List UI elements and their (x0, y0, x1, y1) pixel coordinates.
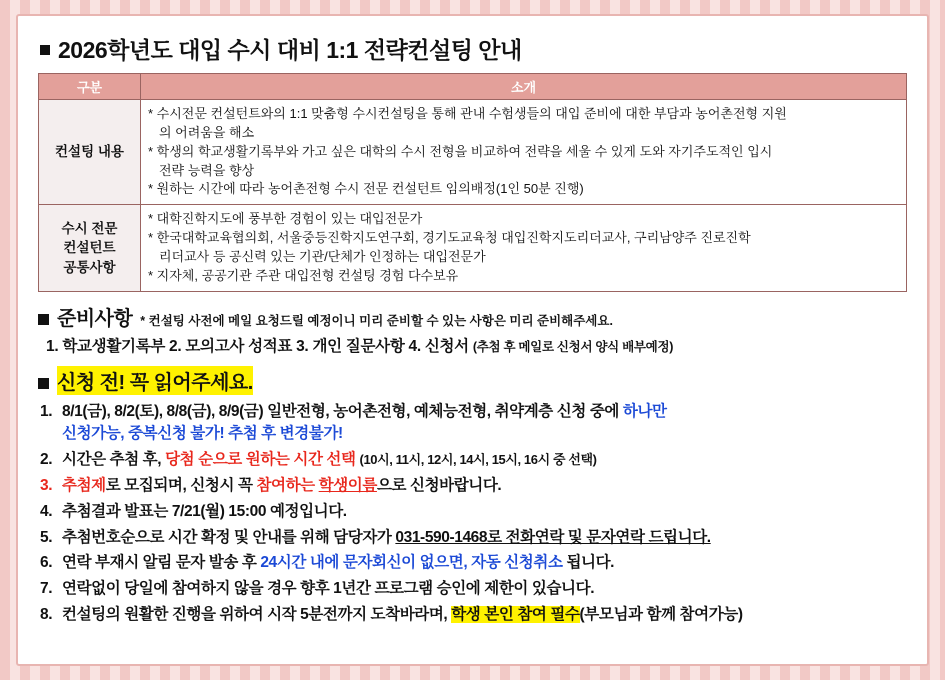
row-content-consulting-content (141, 100, 907, 205)
rule-number: 3. (40, 476, 53, 494)
list-item (38, 552, 907, 575)
rule-text-plain: 연락 부재시 알림 문자 발송 후 (62, 554, 261, 572)
rule-text-plain: 연락없이 당일에 참여하지 않을 경우 향후 1년간 프로그램 승인에 제한이 있습니다. (62, 580, 595, 598)
rule-text-small: (10시, 11시, 12시, 14시, 15시, 16시 중 선택) (359, 452, 597, 468)
row-label-consulting-content: 컨설팅 내용 (39, 100, 141, 205)
rule-number: 7. (40, 580, 53, 598)
rule-text-plain: 8/1(금), 8/2(토), 8/8(금), 8/9(금) 일반전형, 농어촌전형, 예체능전형, 취약계층 신청 중에 (62, 402, 623, 420)
rule-text-highlight-line2: 신청가능, 중복신청 불가! 추첨 후 변경불가! (62, 425, 343, 443)
preparation-section (38, 302, 907, 356)
preparation-items-sub: (추첨 후 메일로 신청서 양식 배부예정) (472, 339, 674, 354)
rule-number: 2. (40, 451, 53, 469)
content-line: 의 어려움을 해소 (159, 124, 255, 140)
rule-text-highlight-2: 참여하는 (256, 476, 319, 494)
square-bullet-icon (40, 45, 50, 55)
square-bullet-icon (38, 378, 49, 389)
notice-heading: 신청 전! 꼭 읽어주세요. (57, 366, 253, 395)
content-line: 리더교사 등 공신력 있는 기관/단체가 인정하는 대입전문가 (159, 248, 486, 264)
label-line: 컨설턴트 (63, 240, 116, 256)
rule-text-underline: 학생이름 (318, 476, 377, 494)
rule-number: 1. (40, 402, 53, 420)
table-header-description: 소개 (141, 74, 907, 100)
preparation-items-main: 1. 학교생활기록부 2. 모의고사 성적표 3. 개인 질문사항 4. 신청서 (46, 337, 469, 355)
rule-text-highlight: 당첨 순으로 원하는 시간 선택 (165, 451, 356, 469)
table-header-category: 구분 (39, 74, 141, 100)
rule-number: 4. (40, 502, 53, 520)
content-line: 전략 능력을 향상 (159, 162, 255, 178)
table-header-row (39, 74, 907, 100)
label-line: 공통사항 (63, 259, 116, 275)
preparation-note: * 컨설팅 사전에 메일 요청드릴 예정이니 미리 준비할 수 있는 사항은 미리 준비해주세요. (140, 313, 613, 328)
content-line: * 지자체, 공공기관 주관 대입전형 컨설팅 경험 다수보유 (148, 267, 459, 283)
rule-text-plain: 추첨결과 발표는 7/21(월) 15:00 예정입니다. (62, 502, 347, 520)
rule-text-highlight: 학생 본인 참여 필수 (451, 605, 580, 623)
row-content-consultant-common (141, 205, 907, 291)
rule-text-plain: 컨설팅의 원활한 진행을 위하여 시작 5분전까지 도착바라며, (62, 605, 452, 623)
list-item (38, 501, 907, 524)
list-item (38, 527, 907, 550)
list-item (38, 578, 907, 601)
row-label-consultant-common (39, 205, 141, 291)
rule-text-plain-2: (부모님과 함께 참여가능) (579, 605, 743, 623)
table-row (39, 100, 907, 205)
label-line: 수시 전문 (61, 220, 118, 236)
rule-text-plain-2: 으로 신청바랍니다. (376, 476, 502, 494)
rule-number: 6. (40, 554, 53, 572)
notice-heading-row (38, 366, 907, 395)
table-row (39, 205, 907, 291)
content-line: * 수시전문 컨설턴트와의 1:1 맞춤형 수시컨설팅을 통해 관내 수험생들의 대입 준비에 대한 부담과 농어촌전형 지원 (148, 106, 787, 121)
content-line: * 대학진학지도에 풍부한 경험이 있는 대입전문가 (148, 211, 423, 227)
rule-text-highlight: 추첨제 (62, 476, 106, 494)
notice-section (38, 366, 907, 627)
list-item (38, 475, 907, 498)
list-item (38, 449, 907, 472)
list-item (38, 401, 907, 447)
rule-text-plain: 추첨번호순으로 시간 확정 및 안내를 위해 담당자가 (62, 528, 396, 546)
preparation-items (46, 334, 907, 356)
info-table (38, 73, 907, 292)
rule-text-highlight: 하나만 (622, 402, 667, 420)
content-line: * 한국대학교육협의회, 서울중등진학지도연구회, 경기도교육청 대입진학지도리더교사, 구리남양주 진로진학 (148, 230, 751, 246)
preparation-heading: 준비사항 (57, 307, 133, 330)
list-item (38, 604, 907, 627)
content-line: * 학생의 학교생활기록부와 가고 싶은 대학의 수시 전형을 비교하여 전략을 세울 수 있게 도와 자기주도적인 입시 (148, 143, 773, 159)
rule-text-plain: 로 모집되며, 신청시 꼭 (105, 476, 257, 494)
rule-text-plain-2: 됩니다. (562, 554, 615, 572)
rule-text-underline: 031-590-1468로 전화연락 및 문자연락 드립니다. (395, 528, 711, 546)
page-title (40, 32, 907, 65)
rule-text-highlight: 24시간 내에 문자회신이 없으면, 자동 신청취소 (260, 554, 563, 572)
rule-number: 8. (40, 605, 53, 623)
poster-sheet (16, 14, 929, 666)
main-title-text: 2026학년도 대입 수시 대비 1:1 전략컨설팅 안내 (58, 37, 522, 63)
rule-text-plain: 시간은 추첨 후, (62, 451, 166, 469)
content-line: * 원하는 시간에 따라 농어촌전형 수시 전문 컨설턴트 임의배정(1인 50분 진행) (148, 181, 584, 197)
rule-number: 5. (40, 528, 53, 546)
notice-rule-list (38, 401, 907, 627)
preparation-heading-row (38, 302, 907, 331)
square-bullet-icon (38, 314, 49, 325)
